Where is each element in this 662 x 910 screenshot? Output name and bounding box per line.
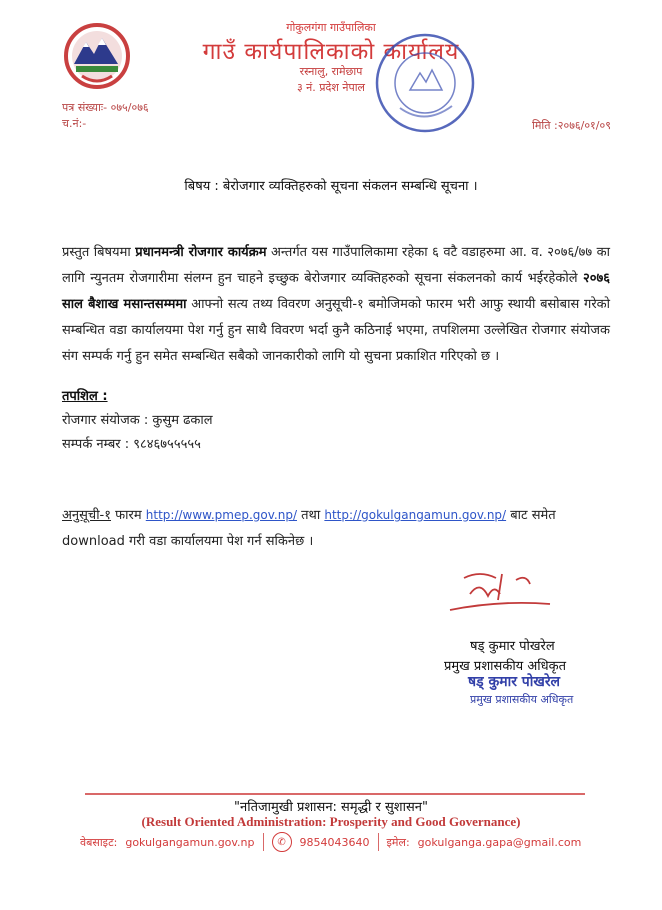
email-label: इमेल: <box>386 835 410 849</box>
address-line-1: रस्नालु, रामेछाप <box>299 65 363 78</box>
letter-number: पत्र संख्याः- ०७५/०७६ <box>62 101 149 114</box>
annex-text: बाट समेत download गरी वडा कार्यालयमा पेश गर्न सकिनेछ । <box>62 508 556 549</box>
office-title: गाउँ कार्यपालिकाको कार्यालय <box>202 39 460 65</box>
body-text: अन्तर्गत यस गाउँपालिकामा रहेका ६ वटै वडाहरुमा आ. व. २०७६/७७ का लागि न्युनतम रोजगारीमा संलग्न हुन चाहने इच्छुक बेरोजगार व्यक्तिहरुको सूचना संकलनको कार्य भईरहेकोले <box>62 245 610 286</box>
body-bold-deadline: २०७६ साल बैशाख मसान्तसम्ममा <box>62 271 610 312</box>
footer-slogan: (Result Oriented Administration: Prosperity and Good Governance) <box>141 814 521 829</box>
details-heading: तपशिल : <box>62 389 108 404</box>
phone-number: 9854043640 <box>299 835 370 849</box>
body-text: आफ्नो सत्य तथ्य विवरण अनुसूची-१ बमोजिमको फारम भरी आफु स्थायी बसोबास गरेको सम्बन्धित वडा कार्यालयमा पेश गर्नु हुन साथै विवरण भर्दा कुनै कठिनाई भएमा, तपशिलमा उल्लेखित रोजगार संयोजक संग सम्पर्क गर्नु हुन समेत सम्बन्धित सबैको जानकारीको लागि यो सुचना प्रकाशित गरिएको छ । <box>62 297 610 364</box>
address-line-2: ३ नं. प्रदेश नेपाल <box>296 81 366 94</box>
footer-divider <box>85 793 585 795</box>
contact-number-line: सम्पर्क नम्बर : ९८४६७५५५५५ <box>62 437 201 452</box>
phone-icon: ✆ <box>272 832 292 852</box>
signatory-title: प्रमुख प्रशासकीय अधिकृत <box>444 659 567 674</box>
signatory-name: षड् कुमार पोखरेल <box>470 639 555 654</box>
office-seal-stamp <box>370 28 480 138</box>
signature-stamp-title: प्रमुख प्रशासकीय अधिकृत <box>470 693 574 706</box>
annex-paragraph <box>62 502 622 555</box>
letter-date: मिति :२०७६/०१/०९ <box>532 119 611 132</box>
handwritten-signature <box>440 560 560 620</box>
footer-motto: "नतिजामुखी प्रशासन: समृद्धी र सुशासन" <box>234 800 428 815</box>
footer-separator <box>263 833 264 851</box>
annex-text: तथा <box>297 508 325 523</box>
coordinator-line: रोजगार संयोजक : कुसुम ढकाल <box>62 413 213 428</box>
dispatch-number: च.नं:- <box>62 117 87 130</box>
footer-contacts <box>80 830 600 854</box>
signature-stamp-name: षड् कुमार पोखरेल <box>468 674 561 690</box>
website-label: वेबसाइट: <box>80 835 118 849</box>
letter-subject: बिषय : बेरोजगार व्यक्तिहरुको सूचना संकलन सम्बन्धि सूचना । <box>184 179 478 194</box>
body-paragraph <box>62 240 610 370</box>
website-text[interactable]: gokulgangamun.gov.np <box>125 835 255 849</box>
body-bold-program: प्रधानमन्त्री रोजगार कार्यक्रम <box>135 245 267 260</box>
email-address[interactable]: gokulganga.gapa@gmail.com <box>417 835 582 849</box>
municipality-link[interactable]: http://gokulgangamun.gov.np/ <box>324 508 507 522</box>
body-text: प्रस्तुत बिषयमा <box>62 245 136 260</box>
footer-separator <box>378 833 379 851</box>
municipality-name: गोकुलगंगा गाउँपालिका <box>286 21 376 34</box>
annex-text: फारम <box>111 508 146 523</box>
annex-label: अनुसूची-१ <box>62 508 112 523</box>
pmep-link[interactable]: http://www.pmep.gov.np/ <box>145 508 298 522</box>
